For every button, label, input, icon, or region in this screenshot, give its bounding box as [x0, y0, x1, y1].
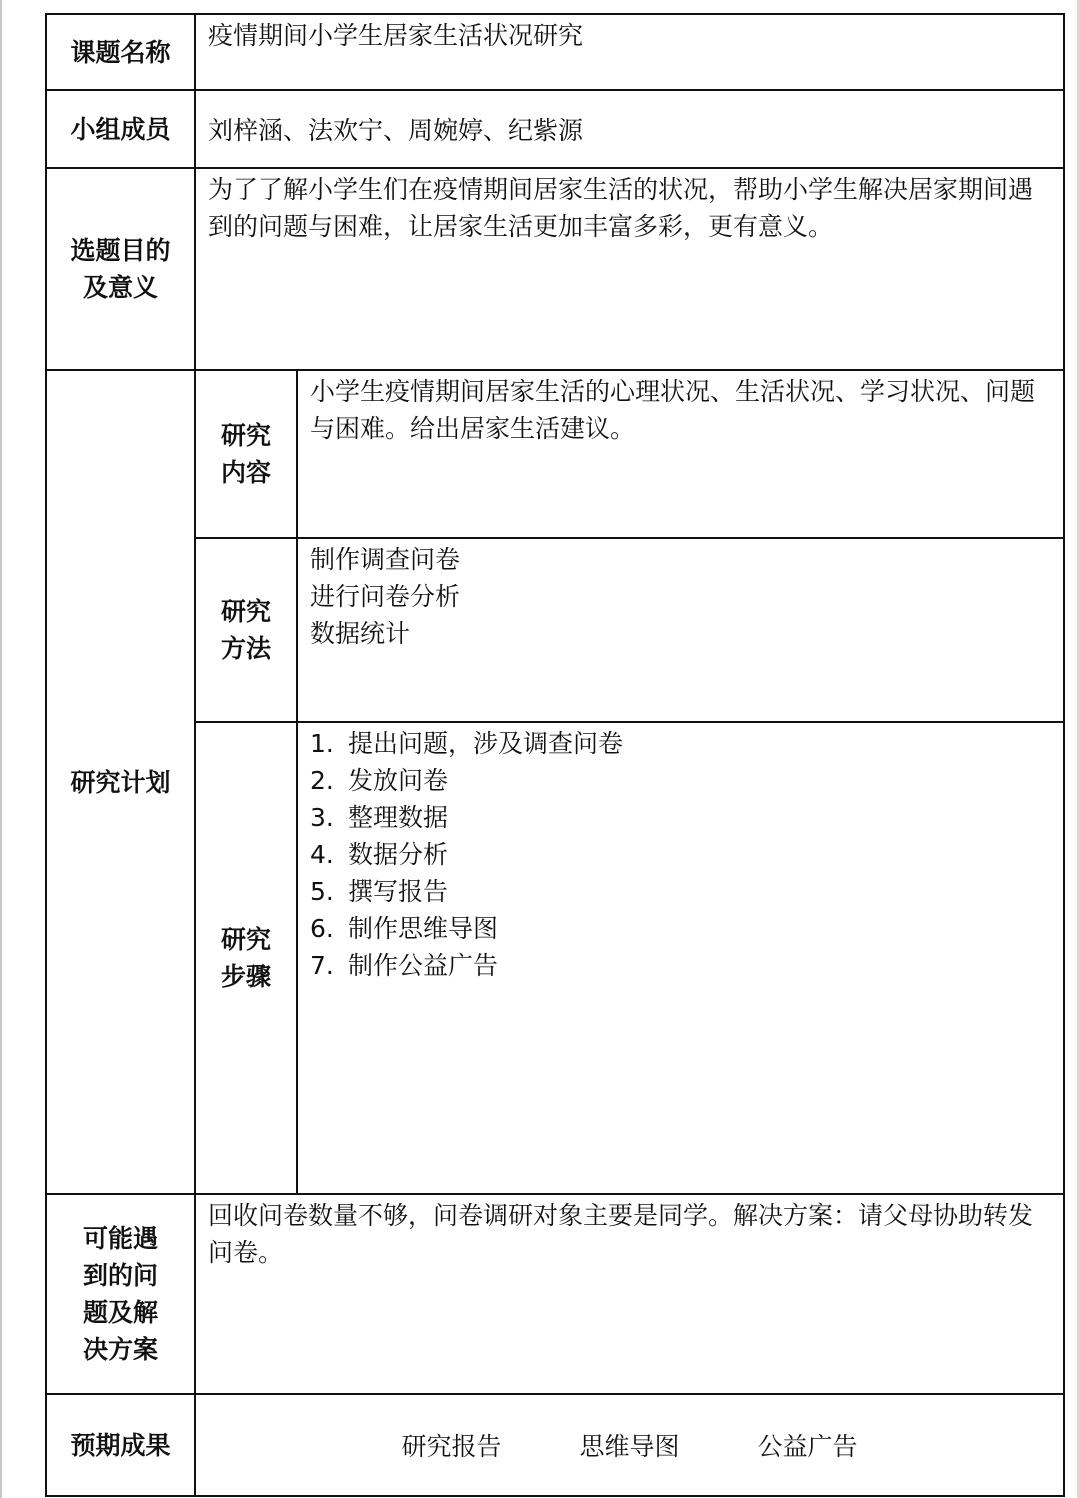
method-item: 数据统计 — [310, 619, 411, 648]
research-method-list — [297, 538, 1064, 722]
members-row — [46, 90, 1064, 168]
outcomes-label: 预期成果 — [46, 1394, 195, 1496]
research-content-label: 研究内容 — [220, 421, 271, 487]
research-content-value: 小学生疫情期间居家生活的心理状况、生活状况、学习状况、问题与困难。给出居家生活建议。 — [297, 370, 1064, 538]
research-steps-label: 研究步骤 — [220, 925, 271, 991]
step-item — [310, 725, 1051, 762]
outcome-item: 研究报告 — [401, 1432, 502, 1461]
method-item: 制作调查问卷 — [310, 545, 461, 574]
step-text: 制作公益广告 — [348, 951, 499, 980]
step-text: 发放问卷 — [348, 766, 449, 795]
purpose-value: 为了了解小学生们在疫情期间居家生活的状况，帮助小学生解决居家期间遇到的问题与困难，让居家生活更加丰富多彩，更有意义。 — [195, 168, 1064, 370]
step-text: 撰写报告 — [348, 877, 449, 906]
members-value: 刘梓涵、法欢宁、周婉婷、纪紫源 — [195, 90, 1064, 168]
research-proposal-form — [45, 13, 1065, 1497]
step-item — [310, 762, 1051, 799]
step-number: 4. — [310, 840, 334, 869]
purpose-label: 选题目的及意义 — [70, 236, 171, 302]
step-item — [310, 836, 1051, 873]
research-method-label-cell — [195, 538, 297, 722]
purpose-label-cell — [46, 168, 195, 370]
step-text: 整理数据 — [348, 803, 449, 832]
research-steps-row — [46, 722, 1064, 1194]
topic-row — [46, 14, 1064, 90]
step-item — [310, 873, 1051, 910]
step-number: 2. — [310, 766, 334, 795]
problems-label: 可能遇到的问题及解决方案 — [82, 1224, 158, 1364]
page-left-edge — [0, 0, 2, 1498]
step-number: 6. — [310, 914, 334, 943]
topic-label: 课题名称 — [46, 14, 195, 90]
members-label: 小组成员 — [46, 90, 195, 168]
step-item — [310, 910, 1051, 947]
method-item: 进行问卷分析 — [310, 582, 461, 611]
purpose-row — [46, 168, 1064, 370]
outcomes-row — [46, 1394, 1064, 1496]
step-number: 1. — [310, 729, 334, 758]
outcome-item: 思维导图 — [579, 1432, 680, 1461]
research-content-label-cell — [195, 370, 297, 538]
topic-value: 疫情期间小学生居家生活状况研究 — [195, 14, 1064, 90]
step-number: 7. — [310, 951, 334, 980]
research-method-row — [46, 538, 1064, 722]
outcome-item: 公益广告 — [757, 1432, 858, 1461]
step-number: 3. — [310, 803, 334, 832]
step-text: 提出问题，涉及调查问卷 — [348, 729, 624, 758]
step-item — [310, 799, 1051, 836]
problems-row — [46, 1194, 1064, 1394]
outcomes-list — [195, 1394, 1064, 1496]
research-steps-label-cell — [195, 722, 297, 1194]
research-steps-list — [297, 722, 1064, 1194]
research-plan-label: 研究计划 — [46, 370, 195, 1194]
research-method-label: 研究方法 — [220, 597, 271, 663]
step-text: 数据分析 — [348, 840, 449, 869]
step-item — [310, 947, 1051, 984]
step-text: 制作思维导图 — [348, 914, 499, 943]
problems-value: 回收问卷数量不够，问卷调研对象主要是同学。解决方案：请父母协助转发问卷。 — [195, 1194, 1064, 1394]
step-number: 5. — [310, 877, 334, 906]
research-content-row — [46, 370, 1064, 538]
problems-label-cell — [46, 1194, 195, 1394]
